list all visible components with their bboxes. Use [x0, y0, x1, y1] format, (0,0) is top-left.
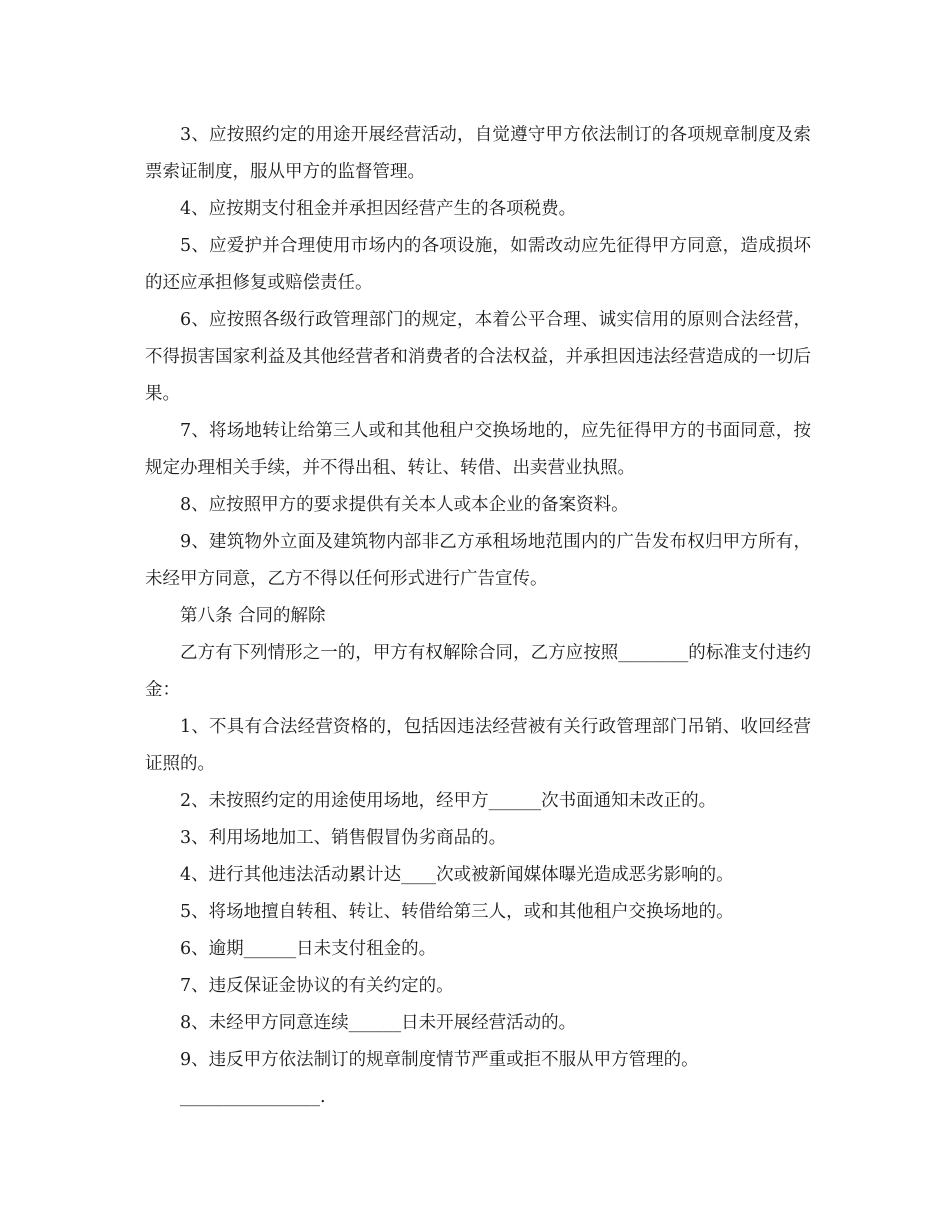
clause-8: 8、应按照甲方的要求提供有关本人或本企业的备案资料。 — [180, 495, 629, 515]
clause-5: 5、应爱护并合理使用市场内的各项设施，如需改动应先征得甲方同意，造成损坏的还应承担修复或赔偿责任。 — [145, 236, 811, 293]
termination-item-9: 9、违反甲方依法制订的规章制度情节严重或拒不服从甲方管理的。 — [180, 1050, 699, 1070]
clause-4: 4、应按期支付租金并承担因经营产生的各项税费。 — [180, 199, 577, 219]
termination-item-1: 1、不具有合法经营资格的，包括因违法经营被有关行政管理部门吊销、收回经营证照的。 — [145, 717, 811, 774]
clause-3: 3、应按照约定的用途开展经营活动，自觉遵守甲方依法制订的各项规章制度及索票索证制度，服从甲方的监督管理。 — [145, 125, 811, 182]
termination-item-3: 3、利用场地加工、销售假冒伪劣商品的。 — [180, 828, 507, 848]
termination-item-2: 2、未按照约定的用途使用场地，经甲方______次书面通知未改正的。 — [180, 791, 717, 811]
clause-6: 6、应按照各级行政管理部门的规定，本着公平合理、诚实信用的原则合法经营，不得损害国家利益及其他经营者和消费者的合法权益，并承担因违法经营造成的一切后果。 — [145, 310, 811, 404]
clause-9: 9、建筑物外立面及建筑物内部非乙方承租场地范围内的广告发布权归甲方所有，未经甲方同意，乙方不得以任何形式进行广告宣传。 — [145, 532, 811, 589]
article-8-heading: 第八条 合同的解除 — [180, 606, 326, 626]
termination-item-5: 5、将场地擅自转租、转让、转借给第三人，或和其他租户交换场地的。 — [180, 902, 734, 922]
termination-item-8: 8、未经甲方同意连续______日未开展经营活动的。 — [180, 1013, 577, 1033]
termination-intro: 乙方有下列情形之一的，甲方有权解除合同，乙方应按照________的标准支付违约金： — [145, 643, 811, 700]
termination-item-6: 6、逾期______日未支付租金的。 — [180, 939, 437, 959]
blank-line: ________________. — [180, 1087, 326, 1107]
termination-item-7: 7、违反保证金协议的有关约定的。 — [180, 976, 454, 996]
clause-7: 7、将场地转让给第三人或和其他租户交换场地的，应先征得甲方的书面同意，按规定办理相关手续，并不得出租、转让、转借、出卖营业执照。 — [145, 421, 811, 478]
document-body — [145, 117, 811, 1116]
termination-item-4: 4、进行其他违法活动累计达____次或被新闻媒体曝光造成恶劣影响的。 — [180, 865, 734, 885]
